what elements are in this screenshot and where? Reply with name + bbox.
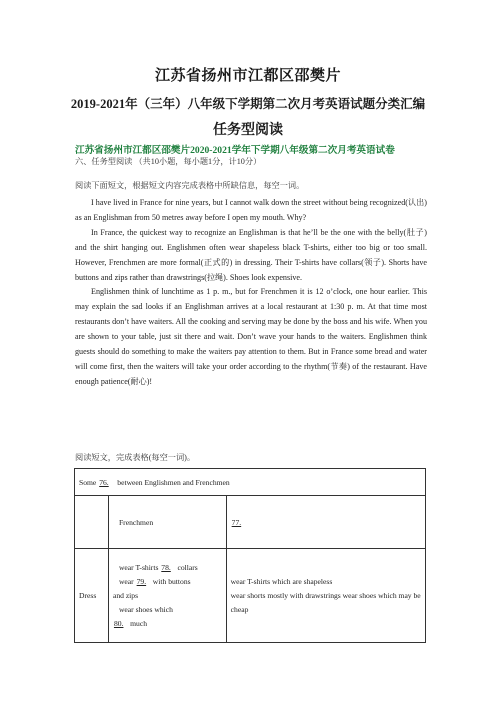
table-row bbox=[75, 469, 426, 496]
table-row bbox=[75, 549, 426, 643]
question-section-line: 六、任务型阅读 （共10小题，每小题1分，计10分） bbox=[75, 157, 262, 166]
blank-76: 76. bbox=[99, 477, 109, 487]
englishmen-dress-cell: wear T-shirts which are shapeless wear shorts mostly with drawstrings wear shoes which may be cheap bbox=[226, 549, 425, 643]
document-subtitle: 2019-2021年（三年）八年级下学期第二次月考英语试题分类汇编 bbox=[70, 97, 426, 111]
blank-79: 79. bbox=[136, 576, 147, 586]
reading-instruction: 阅读下面短文，根据短文内容完成表格中所缺信息，每空一词。 bbox=[75, 181, 305, 190]
document-title: 江苏省扬州市江都区邵樊片 bbox=[154, 68, 341, 84]
table-row bbox=[75, 496, 426, 549]
answer-table bbox=[74, 468, 426, 643]
table-instruction: 阅读短文，完成表格(每空一词)。 bbox=[75, 453, 196, 462]
table-header-frenchmen: Frenchmen bbox=[108, 496, 226, 549]
table-empty-cell bbox=[75, 496, 109, 549]
source-line: 江苏省扬州市江都区邵樊片2020-2021学年下学期八年级第二次月考英语试卷 bbox=[75, 145, 395, 156]
blank-78: 78. bbox=[161, 562, 171, 572]
table-header-blank-cell bbox=[226, 496, 425, 549]
table-row-label-dress: Dress bbox=[75, 549, 109, 643]
passage-paragraph-1: I have lived in France for nine years, but I cannot walk down the street without being recognized(认出) as an Englishman from 50 metres away before I open my mouth. Why? bbox=[75, 198, 427, 222]
section-heading: 任务型阅读 bbox=[213, 123, 283, 138]
passage-paragraph-3: Englishmen think of lunchtime as 1 p. m., but for Frenchmen it is 12 o’clock, one hour earlier. This may explain the sad looks if an Englishman arrives at a local restaurant at 1:30 p. m. At that time most restaurants don’t have waiters. All the cooking and serving may be done by the boss and his wife. When you are shown to your table, just sit there and wait. Don’t wave your hands to the waiters. Englishmen think guests should do something to make the waiters pay attention to them. But in France some bread and water will come first, then the waiters will take your order according to the rhythm(节奏) of the restaurant. Have enough patience(耐心)! bbox=[75, 287, 427, 386]
frenchmen-dress-cell: wear T-shirts 78. collars wear 79. with buttons and zips wear shoes which 80. much bbox=[108, 549, 226, 643]
passage-paragraph-2: In France, the quickest way to recognize an Englishman is that he’ll be the one with the belly(肚子) and the shirt hanging out. Englishmen often wear shapeless black T-shirts, either too big or too small. However, Frenchmen are more formal(正式的) in dressing. Their T-shirts have collars(领子). Shorts have buttons and zips rather than drawstrings(拉绳). Shoes look expensive. bbox=[75, 227, 427, 282]
blank-77: 77. bbox=[231, 517, 242, 527]
reading-passage bbox=[75, 196, 427, 390]
blank-80: 80. bbox=[113, 618, 124, 628]
table-title-cell: Some 76. between Englishmen and Frenchmen bbox=[75, 469, 426, 496]
